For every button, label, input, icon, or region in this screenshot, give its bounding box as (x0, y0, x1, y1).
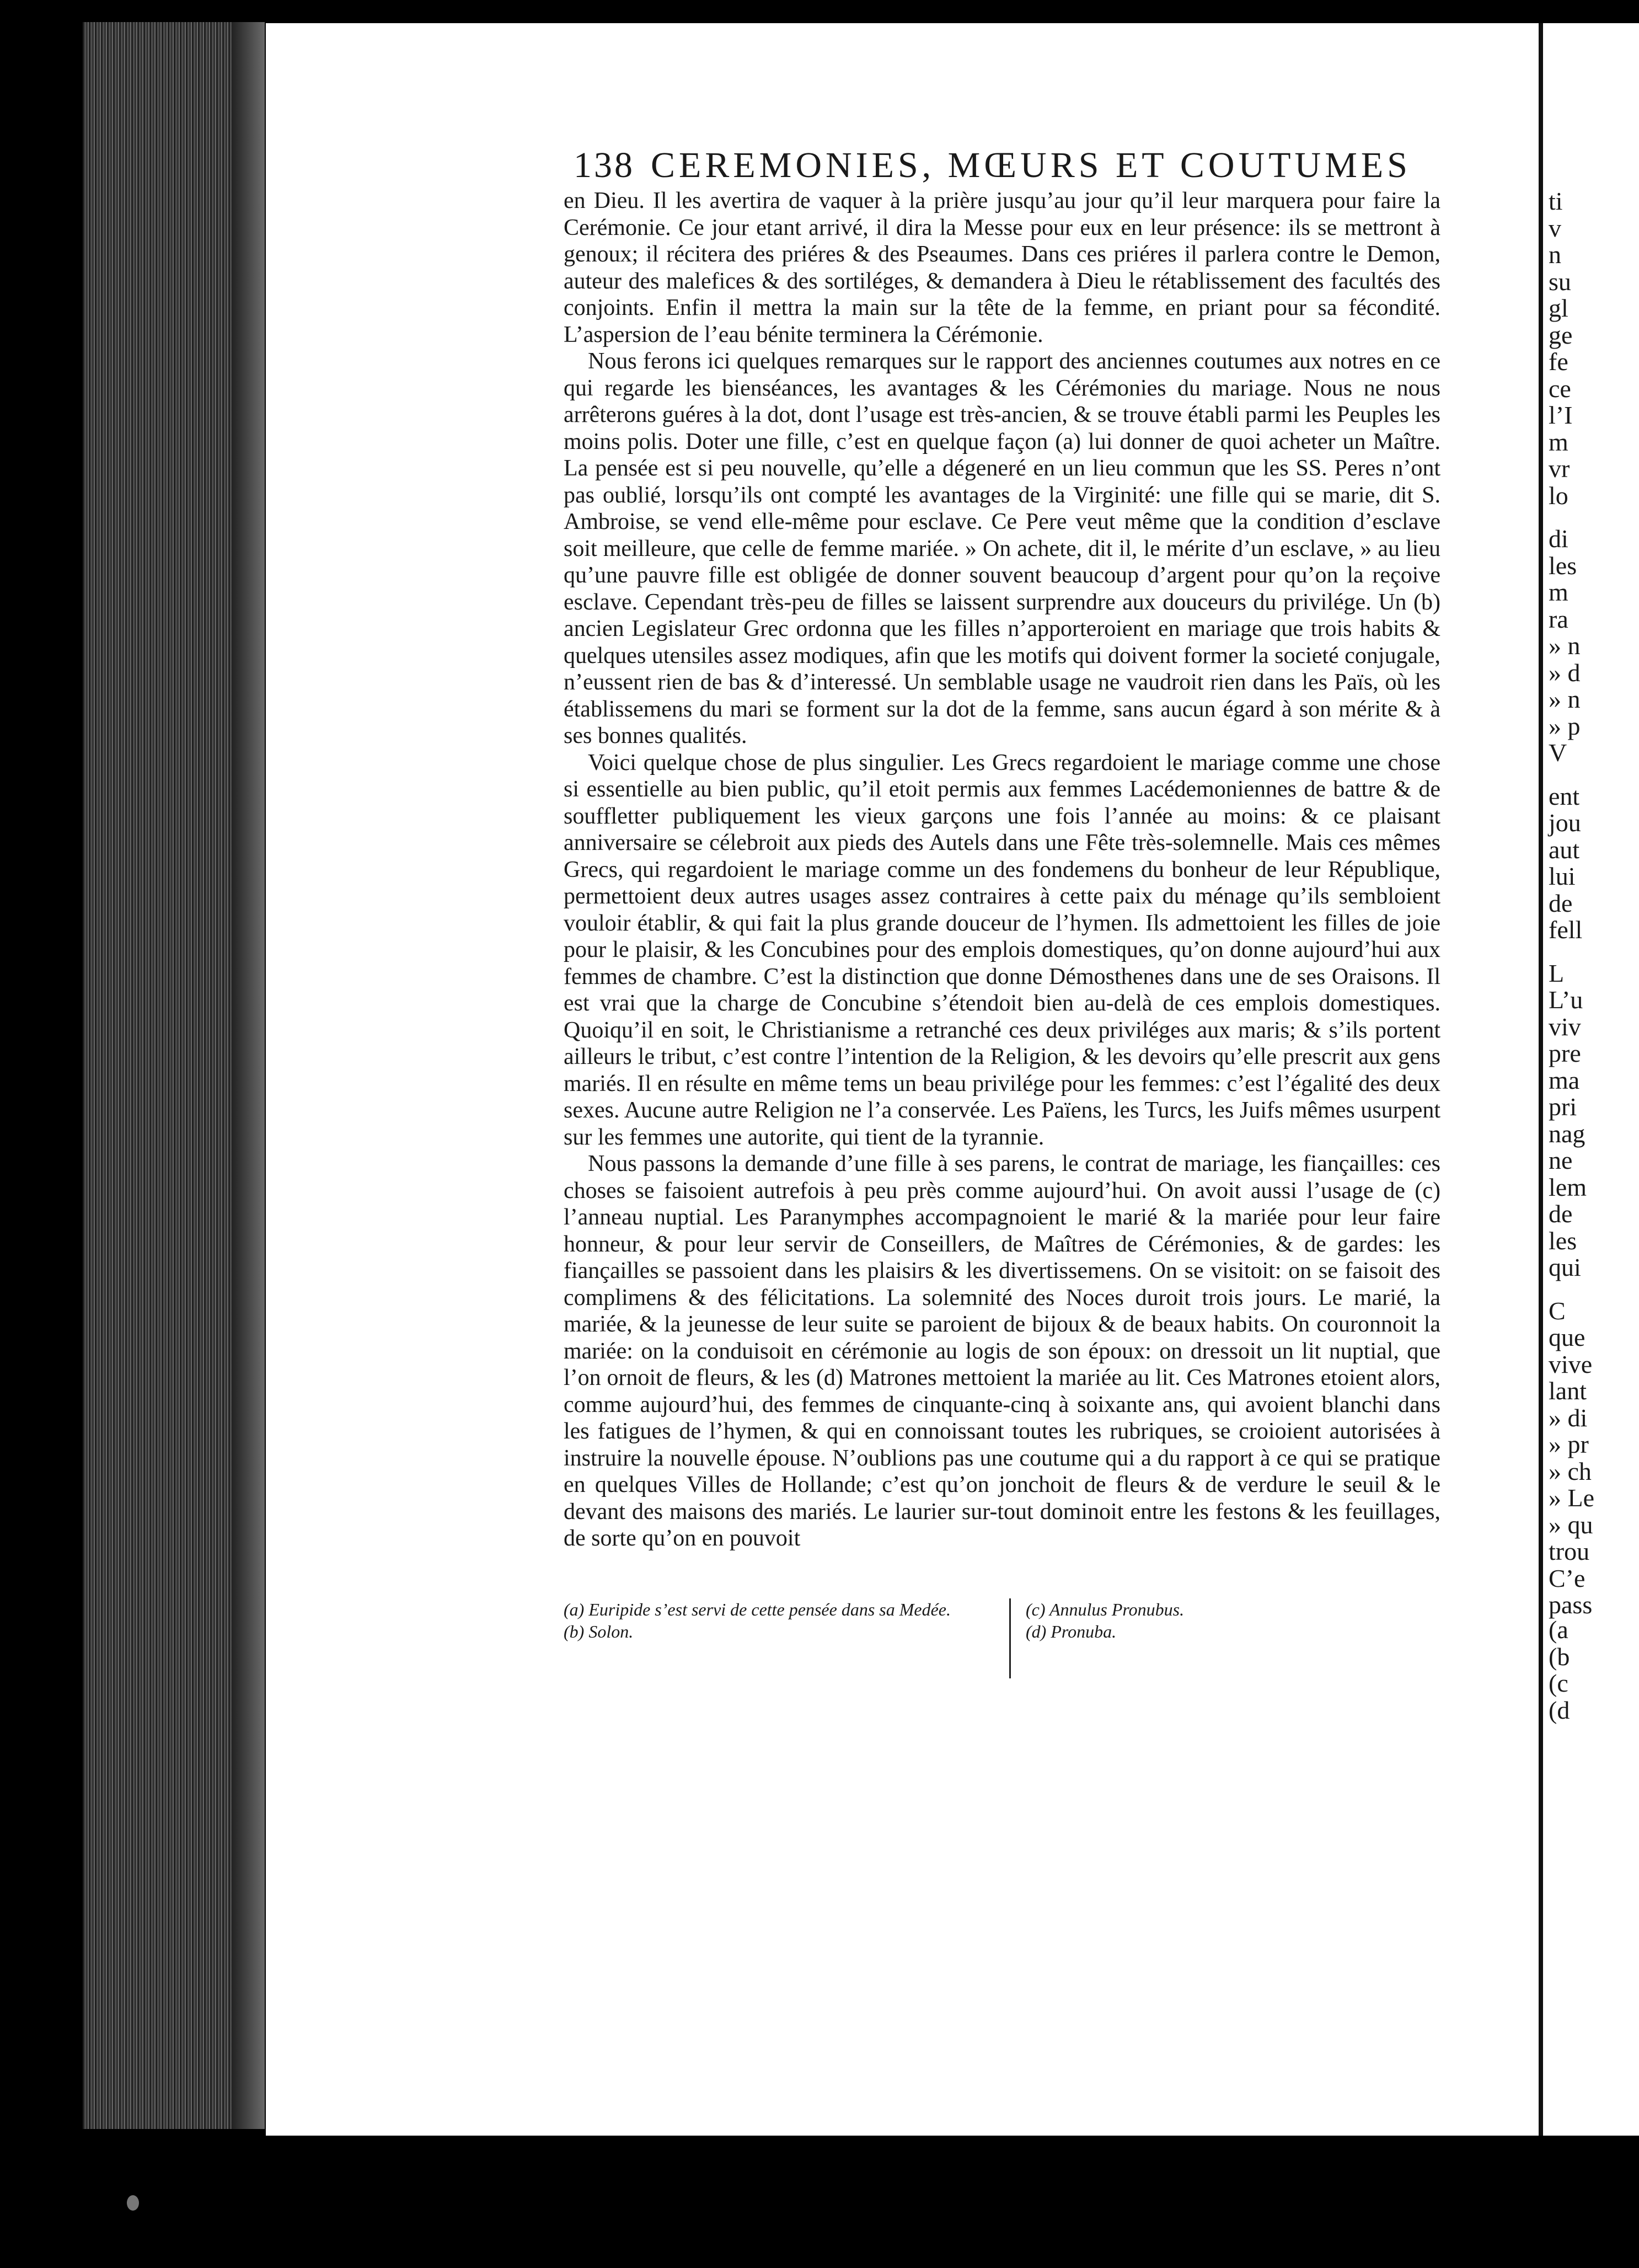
page-body (564, 188, 1440, 1552)
scan-speck (127, 2195, 139, 2211)
facing-page-fragment: (b (1549, 1642, 1570, 1671)
page-number: 138 (574, 145, 635, 185)
facing-page (1539, 23, 1639, 2136)
running-header (574, 145, 1445, 189)
facing-page-fragment: l’I (1549, 401, 1573, 429)
facing-page-fragment: C’e (1549, 1564, 1586, 1592)
facing-page-fragment: » qu (1549, 1510, 1593, 1539)
facing-page-fragment: lant (1549, 1377, 1587, 1405)
facing-page-fragment: (a (1549, 1616, 1568, 1644)
facing-page-fragment: aut (1549, 835, 1580, 864)
footnote-c: (c) Annulus Pronubus. (1026, 1600, 1185, 1619)
facing-page-fragment: lui (1549, 862, 1576, 890)
facing-page-fragment: ce (1549, 374, 1571, 403)
facing-page-fragment: » pr (1549, 1430, 1589, 1458)
facing-page-fragment: n (1549, 240, 1561, 269)
facing-page-fragment: L’u (1549, 986, 1583, 1014)
facing-page-fragment: ne (1549, 1146, 1573, 1174)
facing-page-fragment: (c (1549, 1669, 1568, 1697)
book-gutter-shadow (232, 22, 265, 2129)
facing-page-fragment: » Le (1549, 1484, 1595, 1512)
facing-page-fragment: ge (1549, 320, 1573, 349)
facing-page-fragment: vive (1549, 1350, 1593, 1378)
facing-page-fragment: ti (1549, 187, 1563, 215)
facing-page-fragment: les (1549, 1226, 1577, 1255)
paragraph: Nous passons la demande d’une fille à ses parens, le contrat de mariage, les fiançailles: ces choses se faisoient autrefois à peu près comme aujourd’hui. On avoit aussi l’usage de (c) l’anneau nuptial. Les Paranymphes accompagnoient le marié & la mariée pour leur faire honneur, & pour leur servir de Conseillers, de Maîtres de Cérémonies, & de gardes: les fiançailles se passoient dans les plaisirs & les divertissemens. On se visitoit: on se faisoit des complimens & des félicitations. La solemnité des Noces duroit trois jours. Le marié, la mariée, & la jeunesse de leur suite se paroient de bijoux & de beaux habits. On couronnoit la mariée: on la conduisoit en cérémonie au logis de son époux: on dressoit un lit nuptial, que l’on ornoit de fleurs, & les (d) Matrones mettoient la mariée au lit. Ces Matrones etoient alors, comme aujourd’hui, des femmes de cinquante-cinq à soixante ans, qui avoient blanchi dans les fatigues de l’hymen, & qui en connoissant toutes les rubriques, se croioient autorisées à instruire la nouvelle épouse. N’oublions pas une coutume qui a du rapport à ce qui se pratique en quelques Villes de Hollande; c’est qu’on jonchoit de fleurs & de verdure le seuil & le devant des maisons des mariés. Le laurier sur-tout dominoit entre les festons & les feuillages, de sorte qu’on en pouvoit (564, 1151, 1440, 1551)
paragraph: Voici quelque chose de plus singulier. Les Grecs regardoient le mariage comme une chose si essentielle au bien public, qu’il etoit permis aux femmes Lacédemoniennes de battre & de souffletter publiquement les vieux garçons une fois l’année au moins: & ce plaisant anniversaire se célebroit aux pieds des Autels dans une Fête très-solemnelle. Mais ces mêmes Grecs, qui regardoient le mariage comme un des fondemens du bonheur de leur République, permettoient deux autres usages assez contraires à cette paix du ménage qu’ils sembloient vouloir établir, & qui fait la plus grande douceur de l’hymen. Ils admettoient les filles de joie pour le plaisir, & les Concubines pour des emplois domestiques, qu’on donne aujourd’hui aux femmes de chambre. C’est la distinction que donne Démosthenes dans une de ses Oraisons. Il est vrai que la charge de Concubine s’étendoit bien au-delà de ces emplois domestiques. Quoiqu’il en soit, le Christianisme a retranché ces deux priviléges aux maris; & s’ils portent ailleurs le tribut, c’est contre l’intention de la Religion, & les devoirs qu’elle prescrit aux gens mariés. Il en résulte en même tems un beau privilége pour les femmes: c’est l’égalité des deux sexes. Aucune autre Religion ne l’a conservée. Les Païens, les Turcs, les Juifs mêmes usurpent sur les femmes une autorite, qui tient de la tyrannie. (564, 750, 1440, 1150)
facing-page-fragment: pre (1549, 1039, 1581, 1067)
facing-page-fragment: trou (1549, 1537, 1590, 1565)
facing-page-fragment: que (1549, 1323, 1586, 1351)
facing-page-fragment: lo (1549, 481, 1568, 510)
facing-page-fragment: viv (1549, 1012, 1581, 1041)
facing-page-fragment: de (1549, 1200, 1573, 1228)
facing-page-fragment: » d (1549, 658, 1581, 687)
facing-page-fragment: su (1549, 267, 1571, 296)
footnote-b: (b) Solon. (564, 1622, 634, 1641)
facing-page-fragment: gl (1549, 294, 1568, 322)
facing-page-fragment: fe (1549, 347, 1568, 376)
facing-page-fragment: V (1549, 739, 1567, 767)
facing-page-fragment: » n (1549, 632, 1581, 660)
facing-page-fragment: jou (1549, 809, 1581, 837)
paragraph: Nous ferons ici quelques remarques sur le rapport des anciennes coutumes aux notres en ce qui regarde les bienséances, les avantages & les Cérémonies du mariage. Nous ne nous arrêterons guéres à la dot, dont l’usage est très-ancien, & se trouve établi parmi les Peuples les moins polis. Doter une fille, c’est en quelque façon (a) lui donner de quoi acheter un Maître. La pensée est si peu nouvelle, qu’elle a dégeneré en un lieu commun que les SS. Peres n’ont pas oublié, lorsqu’ils ont compté les avantages de la Virginité: une fille qui se marie, dit S. Ambroise, se vend elle-même pour esclave. Ce Pere veut même que la condition d’esclave soit meilleure, que celle de femme mariée. » On achete, dit il, le mérite d’un esclave, » au lieu qu’une pauvre fille est obligée de donner souvent beaucoup d’argent pour qu’on la reçoive esclave. Cependant très-peu de filles se laissent surprendre aux douceurs du privilége. Un (b) ancien Legislateur Grec ordonna que les filles n’apporteroient en mariage que trois habits & quelques utensiles assez modiques, afin que les motifs qui doivent former la societé conjugale, n’eussent rien de bas & d’interessé. Un semblable usage ne vaudroit rien dans les Païs, où les établissemens du mari se forment sur la dot de la femme, sans aucun égard à son mérite & à ses bonnes qualités. (564, 349, 1440, 748)
facing-page-fragment: fell (1549, 916, 1583, 944)
facing-page-fragment: pri (1549, 1093, 1577, 1121)
paragraph-continued: en Dieu. Il les avertira de vaquer à la prière jusqu’au jour qu’il leur marquera pour faire la Cerémonie. Ce jour etant arrivé, il dira la Messe pour eux en leur présence: ils se mettront à genoux; il récitera des priéres & des Pseaumes. Dans ces priéres il parlera contre le Demon, auteur des malefices & des sortiléges, & demandera à Dieu le rétablissement des facultés des conjoints. Enfin il mettra la main sur la tête de la femme, en priant pour sa fécondité. L’aspersion de l’eau bénite terminera la Cérémonie. (564, 188, 1440, 347)
facing-page-fragment: les (1549, 551, 1577, 580)
facing-page-fragment: pass (1549, 1591, 1593, 1619)
facing-page-fragment: vr (1549, 454, 1570, 483)
facing-page-fragment: C (1549, 1296, 1566, 1325)
facing-page-fragment: » n (1549, 685, 1581, 713)
footnote-d: (d) Pronuba. (1026, 1622, 1117, 1641)
facing-page-fragment: L (1549, 959, 1565, 987)
facing-page-fragment: nag (1549, 1119, 1586, 1148)
facing-page-fragment: qui (1549, 1253, 1581, 1281)
facing-page-fragment: lem (1549, 1173, 1587, 1201)
facing-page-fragment: ma (1549, 1066, 1580, 1094)
facing-page-fragment: ra (1549, 605, 1568, 633)
facing-page-fragment: m (1549, 578, 1568, 606)
footnote-a: (a) Euripide s’est servi de cette pensée dans sa Medée. (564, 1600, 951, 1619)
facing-page-fragment: (d (1549, 1695, 1570, 1724)
footnotes-left-column (564, 1598, 994, 1643)
facing-page-fragment: » p (1549, 712, 1581, 740)
facing-page-fragment: » ch (1549, 1457, 1592, 1485)
footnote-divider (1009, 1598, 1011, 1678)
facing-page-fragment: de (1549, 889, 1573, 917)
facing-page-fragment: ent (1549, 782, 1580, 810)
facing-page-fragment: v (1549, 213, 1561, 242)
footnotes-right-column (1026, 1598, 1412, 1643)
running-title: CEREMONIES, MŒURS ET COUTUMES (651, 145, 1411, 185)
facing-page-fragment: » di (1549, 1403, 1588, 1432)
footnotes (564, 1598, 1440, 1659)
facing-page-fragment: di (1549, 525, 1568, 553)
facing-page-fragment: m (1549, 427, 1568, 456)
